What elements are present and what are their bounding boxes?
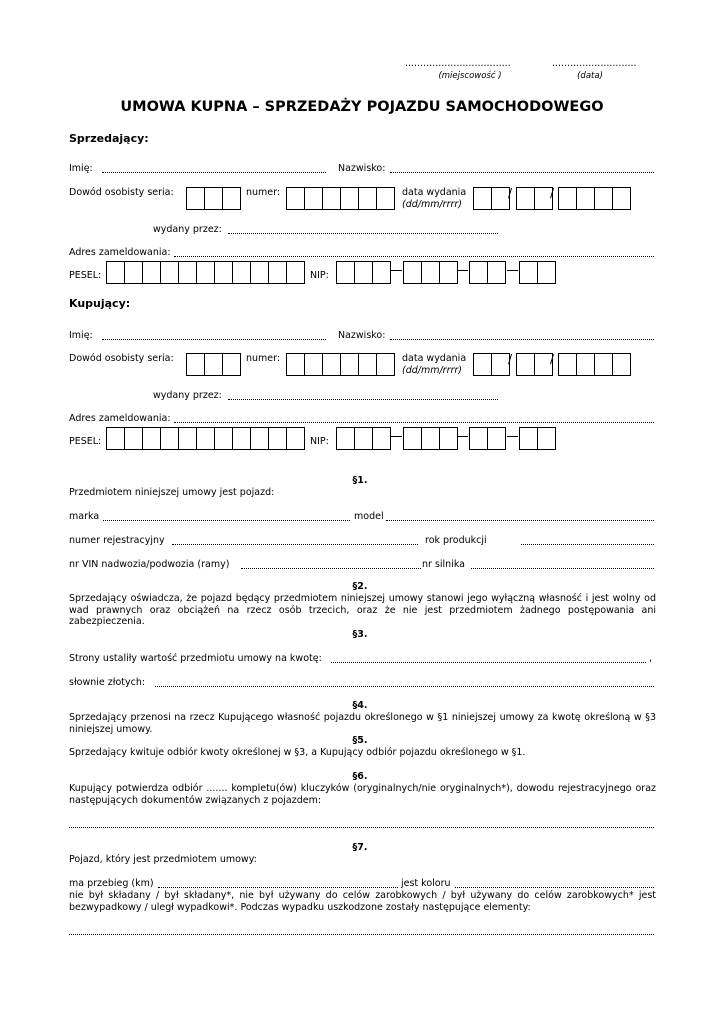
section-6-title: §6. [352, 771, 368, 782]
seller-nip-label: NIP: [310, 270, 329, 281]
kwota-field[interactable] [331, 662, 646, 663]
model-field[interactable] [386, 520, 654, 521]
marka-field[interactable] [103, 520, 350, 521]
seller-nip-dash-3 [507, 270, 518, 271]
buyer-date-day-boxes[interactable] [473, 352, 513, 376]
buyer-heading: Kupujący: [69, 297, 131, 310]
buyer-wydany-field[interactable] [228, 399, 498, 400]
section-4-title: §4. [352, 700, 368, 711]
section-7-intro: Pojazd, który jest przedmiotem umowy: [69, 854, 257, 865]
section-7-title: §7. [352, 842, 368, 853]
seller-nip-dash-2 [457, 270, 468, 271]
buyer-nip-dash-2 [457, 436, 468, 437]
slownie-field[interactable] [155, 686, 654, 687]
slownie-label: słownie złotych: [69, 677, 146, 688]
buyer-date-month-boxes[interactable] [516, 353, 553, 376]
seller-dowod-seria-boxes[interactable] [186, 187, 241, 210]
buyer-numer-label: numer: [246, 353, 281, 364]
section-1-title: §1. [352, 475, 368, 486]
buyer-imie-label: Imię: [69, 330, 93, 341]
buyer-dowod-numer-boxes[interactable] [286, 353, 395, 376]
section-5-text: Sprzedający kwituje odbiór kwoty określonej w §3, a Kupujący odbiór pojazdu określonego w §1. [69, 747, 526, 758]
seller-heading: Sprzedający: [69, 132, 149, 145]
rok-label: rok produkcji [425, 535, 487, 546]
date-label: (data) [577, 71, 603, 81]
date-dots[interactable]: ............................ [552, 58, 637, 69]
seller-date-year-boxes[interactable] [558, 187, 631, 210]
buyer-nip-boxes-2[interactable] [403, 427, 458, 450]
seller-pesel-boxes[interactable] [106, 261, 305, 284]
seller-wydany-field[interactable] [228, 233, 498, 234]
section-3-title: §3. [352, 629, 368, 640]
nr-rej-label: numer rejestracyjny [69, 535, 165, 546]
damaged-elements-field[interactable] [69, 934, 654, 935]
section-2-title: §2. [352, 581, 368, 592]
buyer-dowod-seria-boxes[interactable] [186, 353, 241, 376]
buyer-nazwisko-field[interactable] [390, 339, 654, 340]
buyer-nip-boxes-1[interactable] [336, 427, 391, 450]
buyer-adres-field[interactable] [174, 422, 654, 423]
seller-nip-boxes-1[interactable] [336, 261, 391, 284]
buyer-pesel-label: PESEL: [69, 436, 102, 447]
buyer-adres-label: Adres zameldowania: [69, 413, 171, 424]
silnik-field[interactable] [471, 568, 654, 569]
buyer-nip-boxes-3[interactable] [469, 427, 506, 450]
seller-imie-field[interactable] [102, 172, 326, 173]
section-6-text: Kupujący potwierdza odbiór ....... kompletu(ów) kluczyków (oryginalnych/nie oryginalnych*), dowodu rejestracyjnego oraz następujących dokumentów związanych z pojazdem: [69, 783, 656, 806]
buyer-wydany-label: wydany przez: [153, 390, 222, 401]
silnik-label: nr silnika [422, 559, 465, 570]
buyer-date-format: (dd/mm/rrrr) [402, 365, 463, 376]
buyer-nip-dash-3 [507, 436, 518, 437]
buyer-nip-dash-1 [391, 436, 402, 437]
rok-field[interactable] [521, 544, 654, 545]
nr-rej-field[interactable] [172, 544, 418, 545]
seller-date-month-boxes[interactable] [516, 187, 553, 210]
kolor-label: jest koloru [401, 878, 451, 889]
buyer-nazwisko-label: Nazwisko: [338, 330, 386, 341]
buyer-imie-field[interactable] [102, 339, 326, 340]
seller-date-slash-1: / [508, 186, 513, 200]
documents-field[interactable] [69, 827, 654, 828]
vin-field[interactable] [241, 568, 421, 569]
seller-nazwisko-field[interactable] [390, 172, 654, 173]
buyer-date-slash-1: / [508, 352, 513, 366]
section-1-intro: Przedmiotem niniejszej umowy jest pojazd: [69, 487, 275, 498]
przebieg-label: ma przebieg (km) [69, 878, 154, 889]
buyer-pesel-boxes[interactable] [106, 427, 305, 450]
kwota-label: Strony ustaliły wartość przedmiotu umowy na kwotę: [69, 653, 322, 664]
section-5-title: §5. [352, 735, 368, 746]
vin-label: nr VIN nadwozia/podwozia (ramy) [69, 559, 230, 570]
seller-pesel-label: PESEL: [69, 270, 102, 281]
seller-date-slash-2: / [550, 186, 555, 200]
model-label: model [354, 511, 384, 522]
seller-date-format: (dd/mm/rrrr) [402, 199, 463, 210]
seller-nip-dash-1 [391, 270, 402, 271]
section-7-text: nie był składany / był składany*, nie był używany do celów zarobkowych / był używany do celów zarobkowych* jest bezwypadkowy / uległ wypadkowi*. Podczas wypadku uszkodzone zostały następujące elementy: [69, 890, 656, 913]
seller-dowod-label: Dowód osobisty seria: [69, 187, 174, 198]
seller-nip-boxes-4[interactable] [519, 261, 556, 284]
przebieg-field[interactable] [158, 887, 398, 888]
seller-imie-label: Imię: [69, 163, 93, 174]
seller-dowod-numer-boxes[interactable] [286, 187, 395, 210]
buyer-date-slash-2: / [550, 352, 555, 366]
seller-numer-label: numer: [246, 187, 281, 198]
marka-label: marka [69, 511, 100, 522]
place-label: (miejscowość ) [438, 71, 502, 81]
document-title: UMOWA KUPNA – SPRZEDAŻY POJAZDU SAMOCHODOWEGO [120, 99, 604, 115]
kolor-field[interactable] [455, 887, 654, 888]
seller-adres-field[interactable] [174, 256, 654, 257]
section-4-text: Sprzedający przenosi na rzecz Kupującego własność pojazdu określonego w §1 niniejszej umowy za kwotę określoną w §3 niniejszej umowy. [69, 712, 656, 735]
section-2-text: Sprzedający oświadcza, że pojazd będący przedmiotem niniejszej umowy stanowi jego wyłączną własność i jest wolny od wad prawnych oraz obciążeń na rzecz osób trzecich, oraz że nie jest przedmiotem żadnego postępowania ani zabezpieczenia. [69, 593, 656, 628]
buyer-nip-label: NIP: [310, 436, 329, 447]
seller-adres-label: Adres zameldowania: [69, 247, 171, 258]
buyer-dowod-label: Dowód osobisty seria: [69, 353, 174, 364]
seller-wydany-label: wydany przez: [153, 224, 222, 235]
seller-nip-boxes-2[interactable] [403, 261, 458, 284]
buyer-date-year-boxes[interactable] [558, 353, 631, 376]
place-dots[interactable]: ................................... [405, 58, 511, 69]
seller-date-day-boxes[interactable] [473, 186, 513, 210]
seller-data-wydania-label: data wydania [402, 187, 467, 198]
buyer-nip-boxes-4[interactable] [519, 427, 556, 450]
kwota-comma: , [649, 653, 653, 664]
buyer-data-wydania-label: data wydania [402, 353, 467, 364]
seller-nip-boxes-3[interactable] [469, 261, 506, 284]
seller-nazwisko-label: Nazwisko: [338, 163, 386, 174]
